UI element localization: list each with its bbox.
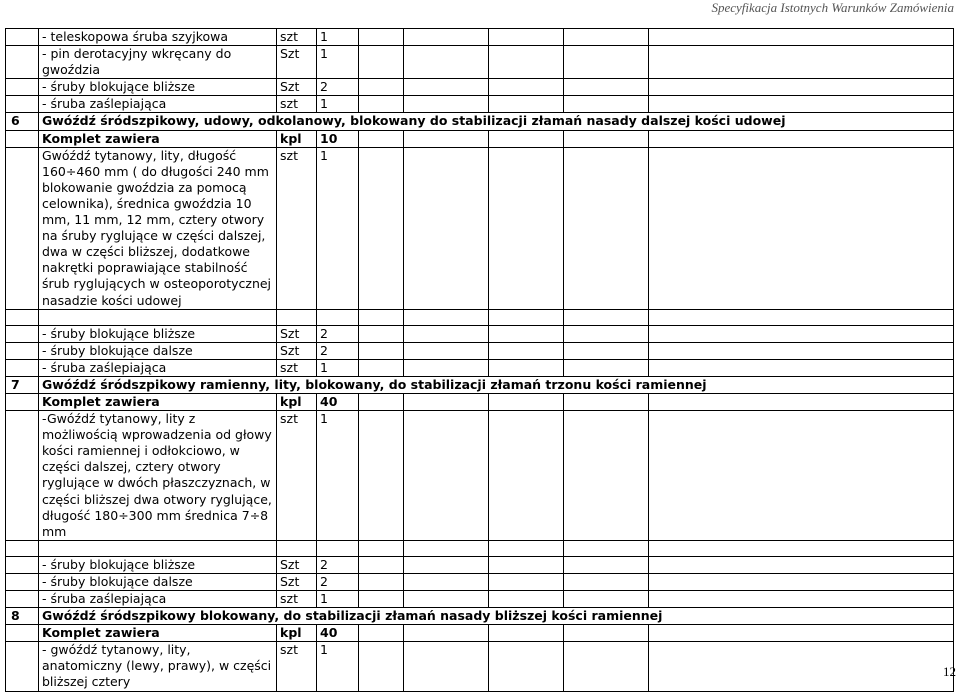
section-number: 8 [6, 608, 39, 625]
section-heading-row [6, 376, 954, 393]
kit-row [6, 130, 954, 147]
item-qty: 2 [317, 556, 359, 573]
item-description: - śruby blokujące bliższe [39, 79, 277, 96]
item-qty: 1 [317, 96, 359, 113]
table-row [6, 96, 954, 113]
item-description: - śruba zaślepiająca [39, 591, 277, 608]
specification-table [5, 28, 954, 692]
item-description: - śruby blokujące dalsze [39, 573, 277, 590]
item-unit: szt [277, 642, 317, 691]
item-unit: szt [277, 96, 317, 113]
kit-unit: kpl [277, 130, 317, 147]
kit-label: Komplet zawiera [39, 393, 277, 410]
table-row [6, 573, 954, 590]
kit-qty: 40 [317, 393, 359, 410]
item-qty: 1 [317, 147, 359, 309]
table-row [6, 556, 954, 573]
table-row [6, 359, 954, 376]
item-qty: 1 [317, 29, 359, 46]
item-unit: Szt [277, 46, 317, 79]
item-qty: 2 [317, 325, 359, 342]
item-description: - śruby blokujące bliższe [39, 556, 277, 573]
table-row [6, 79, 954, 96]
table-row [6, 147, 954, 309]
item-qty: 1 [317, 642, 359, 691]
item-qty: 1 [317, 411, 359, 541]
kit-unit: kpl [277, 625, 317, 642]
kit-label: Komplet zawiera [39, 625, 277, 642]
table-row [6, 342, 954, 359]
item-qty: 1 [317, 46, 359, 79]
item-description: Gwóźdź tytanowy, lity, długość 160÷460 mm ( do długości 240 mm blokowanie gwoździa za pomocą celownika), średnica gwoździa 10 mm, 11 mm, 12 mm, cztery otwory na śruby ryglujące w części dalszej, dwa w części bliższej, dodatkowe nakrętki poprawiające stabilność śrub ryglujących w osteoporotycznej nasadzie kości udowej [39, 147, 277, 309]
table-row [6, 46, 954, 79]
item-qty: 2 [317, 342, 359, 359]
kit-row [6, 393, 954, 410]
item-qty: 1 [317, 591, 359, 608]
item-description: - śruba zaślepiająca [39, 359, 277, 376]
item-unit: szt [277, 591, 317, 608]
table-row [6, 642, 954, 691]
kit-unit: kpl [277, 393, 317, 410]
kit-qty: 40 [317, 625, 359, 642]
table-row [6, 29, 954, 46]
item-unit: szt [277, 359, 317, 376]
item-description: - gwóźdź tytanowy, lity, anatomiczny (lewy, prawy), w części bliższej cztery [39, 642, 277, 691]
item-description: - śruby blokujące dalsze [39, 342, 277, 359]
kit-row [6, 625, 954, 642]
item-unit: Szt [277, 342, 317, 359]
item-description: - teleskopowa śruba szyjkowa [39, 29, 277, 46]
section-heading-row [6, 113, 954, 130]
item-unit: szt [277, 29, 317, 46]
item-unit: Szt [277, 325, 317, 342]
table-row [6, 591, 954, 608]
kit-qty: 10 [317, 130, 359, 147]
item-qty: 1 [317, 359, 359, 376]
section-number: 6 [6, 113, 39, 130]
item-description: - pin derotacyjny wkręcany do gwoździa [39, 46, 277, 79]
table-row [6, 325, 954, 342]
item-description: - śruba zaślepiająca [39, 96, 277, 113]
item-qty: 2 [317, 573, 359, 590]
item-description: - śruby blokujące bliższe [39, 325, 277, 342]
item-unit: Szt [277, 573, 317, 590]
item-unit: Szt [277, 79, 317, 96]
document-header: Specyfikacja Istotnych Warunków Zamówienia [711, 0, 954, 15]
section-title: Gwóźdź śródszpikowy, udowy, odkolanowy, blokowany do stabilizacji złamań nasady dalszej kości udowej [39, 113, 954, 130]
section-heading-row [6, 608, 954, 625]
item-unit: szt [277, 411, 317, 541]
section-title: Gwóźdź śródszpikowy ramienny, lity, blokowany, do stabilizacji złamań trzonu kości ramiennej [39, 376, 954, 393]
item-unit: Szt [277, 556, 317, 573]
table-row [6, 411, 954, 541]
section-number: 7 [6, 376, 39, 393]
page-number: 12 [943, 664, 956, 679]
section-title: Gwóźdź śródszpikowy blokowany, do stabilizacji złamań nasady bliższej kości ramiennej [39, 608, 954, 625]
item-description: -Gwóźdź tytanowy, lity z możliwością wprowadzenia od głowy kości ramiennej i odłokciowo, w części dalszej, cztery otwory ryglujące w dwóch płaszczyznach, w części bliższej dwa otwory ryglujące, długość 180÷300 mm średnica 7÷8 mm [39, 411, 277, 541]
spacer-row [6, 540, 954, 556]
spacer-row [6, 309, 954, 325]
kit-label: Komplet zawiera [39, 130, 277, 147]
item-qty: 2 [317, 79, 359, 96]
item-unit: szt [277, 147, 317, 309]
